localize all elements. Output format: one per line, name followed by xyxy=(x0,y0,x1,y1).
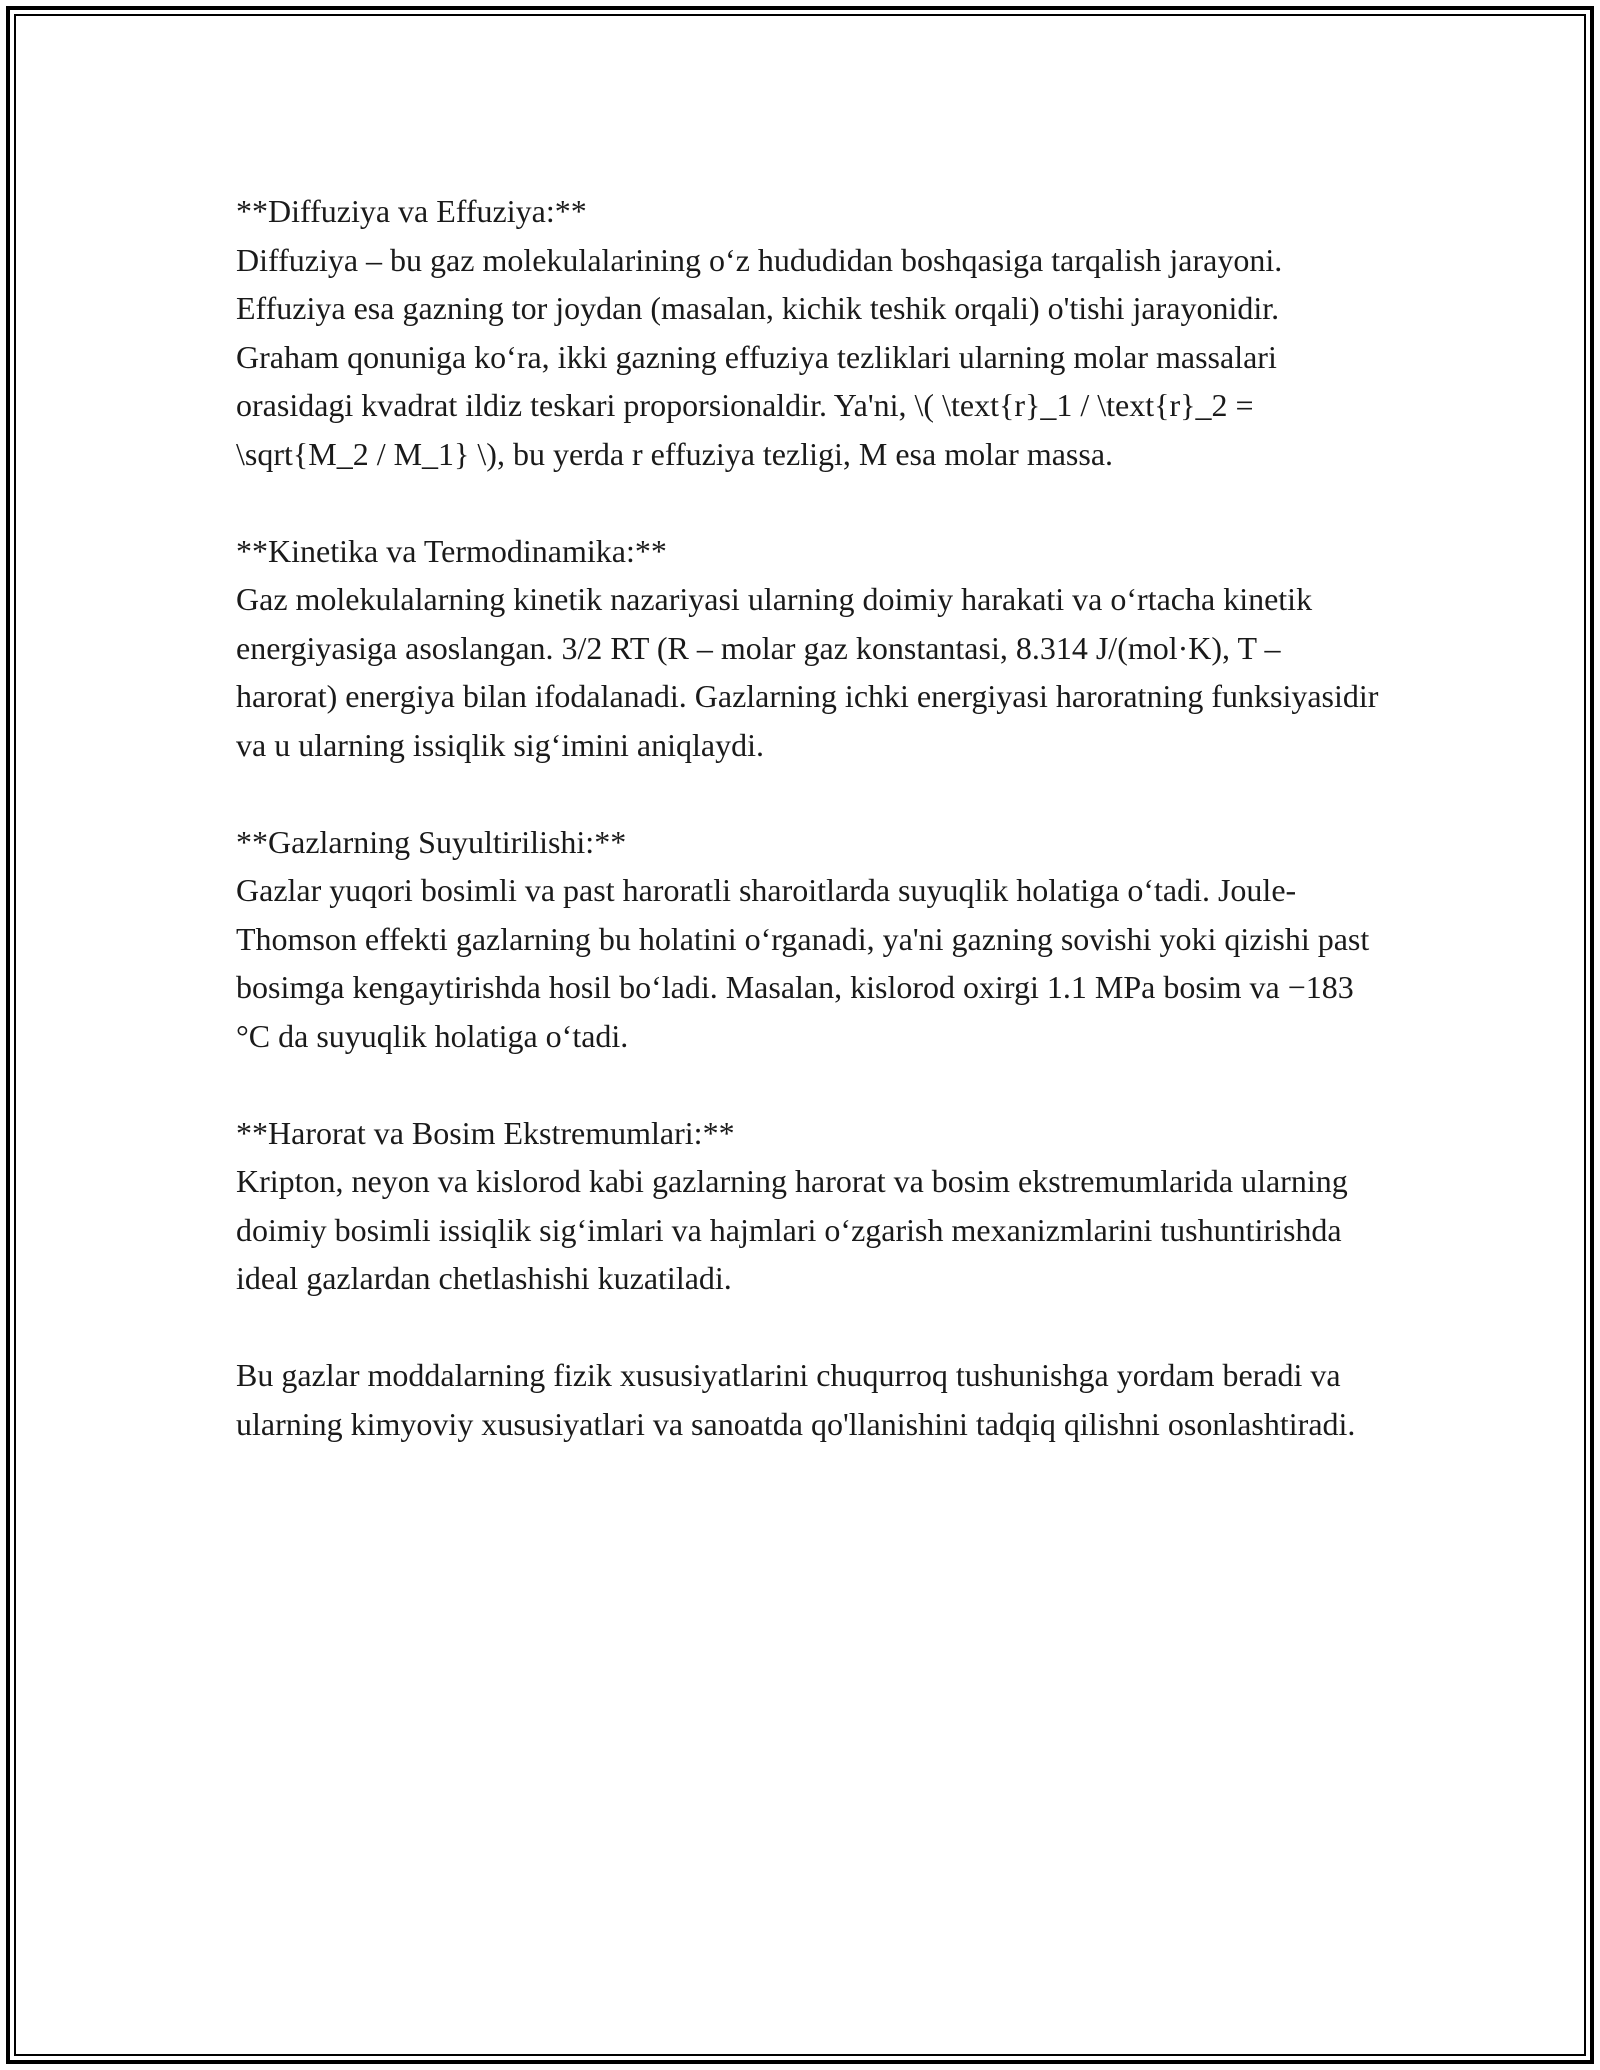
section-diffuziya xyxy=(236,187,1386,478)
conclusion-text: Bu gazlar moddalarning fizik xususiyatlarini chuqurroq tushunishga yordam beradi va ularning kimyoviy xususiyatlari va sanoatda qo'llanishini tadqiq qilishni osonlashtiradi. xyxy=(236,1357,1356,1442)
section-body: Gaz molekulalarning kinetik nazariyasi ularning doimiy harakati va o‘rtacha kinetik energiyasiga asoslangan. 3/2 RT (R – molar gaz konstantasi, 8.314 J/(mol·K), T – harorat) energiya bilan ifodalanadi. Gazlarning ichki energiyasi haroratning funksiyasidir va u ularning issiqlik sig‘imini aniqlaydi. xyxy=(236,581,1379,763)
section-kinetika xyxy=(236,527,1386,770)
section-body: Diffuziya – bu gaz molekulalarining o‘z hududidan boshqasiga tarqalish jarayoni. Effuziya esa gazning tor joydan (masalan, kichik teshik orqali) o'tishi jarayonidir. Graham qonuniga ko‘ra, ikki gazning effuziya tezliklari ularning molar massalari orasidagi kvadrat ildiz teskari proporsionaldir. Ya'ni, \( \text{r}_1 / \text{r}_2 = \sqrt{M_2 / M_1} \), bu yerda r effuziya tezligi, M esa molar massa. xyxy=(236,241,1283,472)
document-content xyxy=(236,187,1386,1497)
section-body: Gazlar yuqori bosimli va past haroratli sharoitlarda suyuqlik holatiga o‘tadi. Joule-Thomson effekti gazlarning bu holatini o‘rganadi, ya'ni gazning sovishi yoki qizishi past bosimga kengaytirishda hosil bo‘ladi. Masalan, kislorod oxirgi 1.1 MPa bosim va −183 °C da suyuqlik holatiga o‘tadi. xyxy=(236,872,1370,1054)
section-suyultirilishi xyxy=(236,818,1386,1061)
section-heading: **Gazlarning Suyultirilishi:** xyxy=(236,823,627,860)
conclusion-paragraph xyxy=(236,1351,1386,1448)
section-heading: **Kinetika va Termodinamika:** xyxy=(236,532,667,569)
section-body: Kripton, neyon va kislorod kabi gazlarning harorat va bosim ekstremumlarida ularning doimiy bosimli issiqlik sig‘imlari va hajmlari o‘zgarish mexanizmlarini tushuntirishda ideal gazlardan chetlashishi kuzatiladi. xyxy=(236,1163,1348,1296)
section-ekstremumlar xyxy=(236,1109,1386,1303)
section-heading: **Harorat va Bosim Ekstremumlari:** xyxy=(236,1114,735,1151)
section-heading: **Diffuziya va Effuziya:** xyxy=(236,193,587,229)
